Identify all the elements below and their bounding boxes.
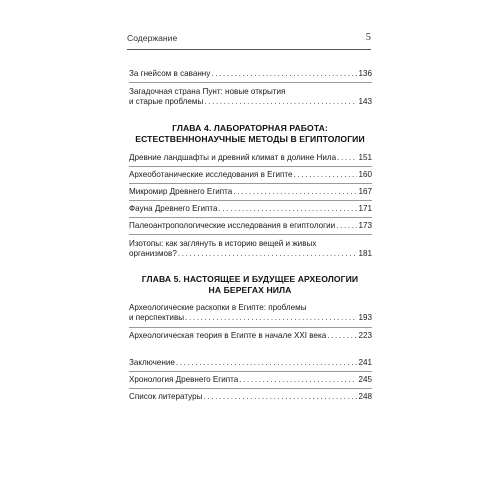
running-title: Содержание [127, 33, 178, 43]
dot-leader [336, 221, 357, 231]
toc-entry-title-cont: и перспективы [129, 313, 185, 323]
entry-divider [129, 183, 372, 184]
toc-entry-page: 173 [358, 221, 372, 230]
dot-leader [176, 358, 358, 368]
chapter-title-line: НА БЕРЕГАХ НИЛА [208, 285, 292, 296]
toc-entry-title: Фауна Древнего Египта [129, 204, 218, 213]
toc-entry-page: 193 [358, 313, 372, 323]
entry-divider [129, 327, 372, 328]
toc-entry-savanna [129, 69, 372, 79]
toc-entry-punt [129, 87, 372, 108]
entry-divider [129, 371, 372, 372]
dot-leader [239, 375, 357, 385]
toc-entry-microworld [129, 187, 372, 197]
toc-entry-title: Изотопы: как заглянуть в историю вещей и живых [129, 239, 317, 248]
toc-entry-title: Археоботанические исследования в Египте [129, 170, 293, 179]
entry-divider [129, 166, 372, 167]
toc-entry-title: Археологическая теория в Египте в начале XXI века [129, 331, 327, 340]
toc-entry-title: Микромир Древнего Египта [129, 187, 233, 196]
toc-entry-page: 167 [358, 187, 372, 196]
toc-entry-page: 223 [358, 331, 372, 340]
toc-entry-title-cont: организмов? [129, 249, 177, 259]
dot-leader [185, 313, 357, 323]
toc-entry-chronology [129, 375, 372, 385]
toc-entry-title: Археологические раскопки в Египте: проблемы [129, 303, 307, 312]
dot-leader [233, 187, 357, 197]
running-header [127, 33, 371, 50]
toc-entry-landscapes [129, 153, 372, 163]
toc-entry-page: 143 [358, 97, 372, 107]
chapter-title-line: ГЛАВА 4. ЛАБОРАТОРНАЯ РАБОТА: [172, 123, 328, 133]
toc-entry-title: Заключение [129, 358, 175, 367]
dot-leader [211, 69, 357, 79]
toc-entry-fauna [129, 204, 372, 214]
entry-divider [129, 200, 372, 201]
chapter-5-heading [127, 274, 373, 296]
toc-entry-page: 248 [358, 392, 372, 401]
dot-leader [327, 331, 357, 341]
toc-entry-title: Список литературы [129, 392, 203, 401]
toc-entry-theory [129, 331, 372, 341]
chapter-title-line: ЕСТЕСТВЕННОНАУЧНЫЕ МЕТОДЫ В ЕГИПТОЛОГИИ [135, 134, 365, 145]
dot-leader [204, 97, 357, 107]
dot-leader [294, 170, 358, 180]
chapter-title-line: ГЛАВА 5. НАСТОЯЩЕЕ И БУДУЩЕЕ АРХЕОЛОГИИ [141, 274, 359, 284]
toc-entry-page: 241 [358, 358, 372, 367]
toc-entry-paleoanthropology-line [129, 221, 372, 231]
toc-entry-conclusion [129, 358, 372, 368]
dot-leader [218, 204, 357, 214]
entry-divider [129, 388, 372, 389]
toc-entry-bibliography [129, 392, 372, 402]
chapter-4-heading [127, 123, 373, 145]
toc-entry-archaeobotany [129, 170, 372, 180]
dot-leader [337, 153, 357, 163]
toc-entry-title: Палеоантропологические исследования в египтологии [129, 221, 336, 230]
toc-entry-page: 151 [358, 153, 372, 162]
toc-entry-page: 160 [358, 170, 372, 179]
toc-entry-title: Загадочная страна Пунт: новые открытия [129, 87, 286, 96]
toc-entry-title-cont: и старые проблемы [129, 97, 204, 107]
toc-entry-isotopes [129, 239, 372, 260]
dot-leader [178, 249, 358, 259]
toc-entry-excavations [129, 303, 372, 324]
toc-entry-page: 245 [358, 375, 372, 384]
toc-entry-page: 181 [358, 249, 372, 259]
entry-divider [129, 234, 372, 235]
dot-leader [203, 392, 357, 402]
entry-divider [129, 217, 372, 218]
entry-divider [129, 82, 372, 83]
toc-entry-title: Хронология Древнего Египта [129, 375, 239, 384]
toc-entry-page: 171 [358, 204, 372, 213]
toc-entry-page: 136 [358, 69, 372, 78]
page-number: 5 [365, 32, 371, 43]
toc-entry-title: За гнейсом в саванну [129, 69, 211, 78]
toc-entry-title: Древние ландшафты и древний климат в долине Нила [129, 153, 337, 162]
